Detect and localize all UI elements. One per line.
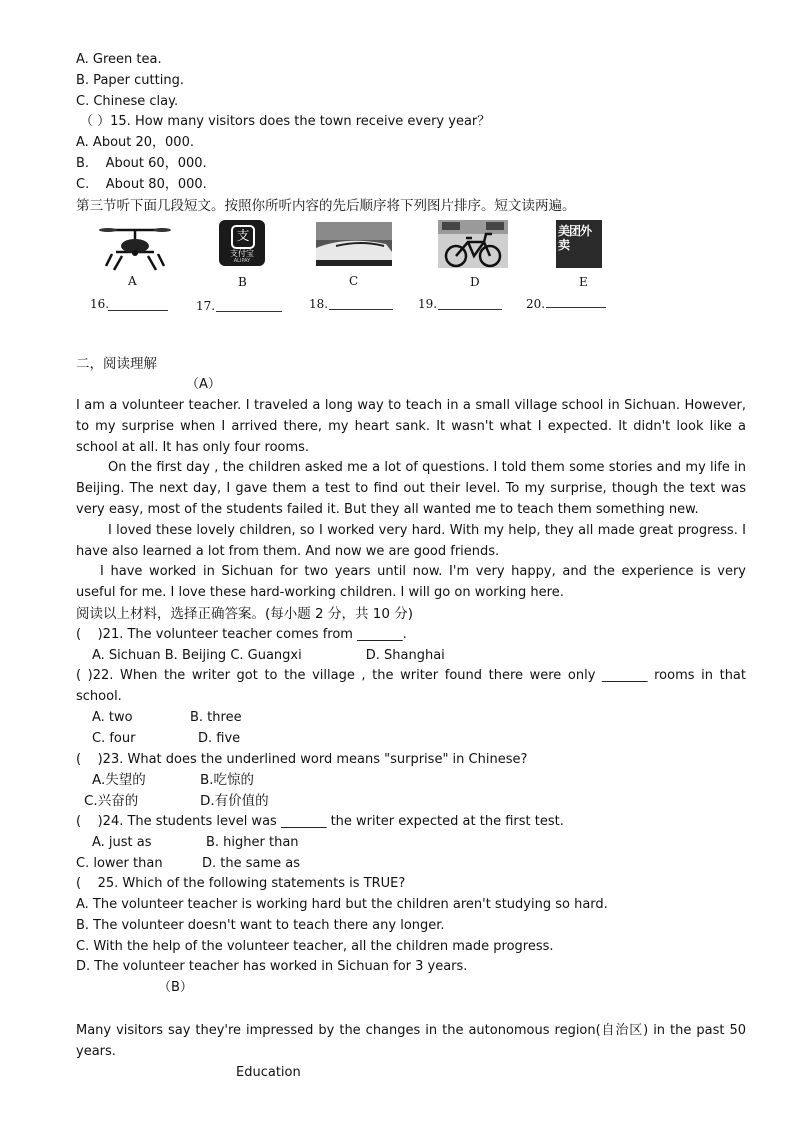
passage-b-subtitle: Education [236, 1064, 301, 1080]
q23-question: ( )23. What does the underlined word means "surprise" in Chinese? [76, 751, 528, 767]
q23-options-row-1 [76, 770, 746, 791]
q24-option-c: C. lower than [76, 855, 163, 871]
reading-section-title: 二，阅读理解 [76, 356, 157, 373]
q21-options-abc: A. Sichuan B. Beijing C. Guangxi [92, 647, 302, 663]
q23-option-a: A.失望的 [92, 772, 146, 789]
answer-number-16: 16. [90, 297, 110, 312]
q22-options-row-2 [76, 729, 746, 750]
q22-option-c: C. four [92, 730, 136, 746]
passage-a-paragraph-3: I loved these lovely children, so I worked very hard. With my help, they all made great progress. I have also learned a lot from them. And now we are good friends. [76, 522, 746, 559]
q25-option-b: B. The volunteer doesn't want to teach there any longer. [76, 917, 445, 933]
high-speed-train-icon [316, 222, 392, 266]
picture-c-label: C [349, 274, 359, 289]
q23-options-row-2 [76, 791, 746, 812]
alipay-cn-text: 支付宝 [230, 249, 254, 259]
meituan-delivery-icon [556, 220, 602, 268]
answer-blank-18[interactable] [329, 308, 393, 310]
q23-option-c: C.兴奋的 [84, 793, 139, 810]
passage-a-paragraph-4: I have worked in Sichuan for two years until now. I'm very happy, and the experience is very useful for me. I love these hard-working children. I will go on working here. [76, 564, 746, 601]
q23-option-d: D.有价值的 [200, 793, 269, 810]
alipay-en-text: ALIPAY [233, 258, 251, 265]
picture-sequence-row [76, 216, 746, 340]
q15-option-a: A. About 20，000. [76, 135, 194, 151]
q14-option-c: C. Chinese clay. [76, 93, 179, 109]
q21-option-d: D. Shanghai [365, 647, 445, 663]
q22-option-d: D. five [198, 730, 241, 746]
q14-option-b: B. Paper cutting. [76, 72, 184, 88]
q25-option-d: D. The volunteer teacher has worked in Sichuan for 3 years. [76, 959, 468, 975]
passage-a-label: （A） [186, 377, 221, 393]
answer-blank-16[interactable] [108, 309, 168, 311]
passage-a-paragraph-2: On the first day , the children asked me a lot of questions. I told them some stories and my life in Beijing. The next day, I gave them a test to find out their level. To my surprise, though the text was very easy, most of the students failed it. But they all wanted me to teach them something new. [76, 460, 746, 517]
q23-option-b: B.吃惊的 [200, 772, 255, 789]
q24-question: ( )24. The students level was _______ the writer expected at the first test. [76, 813, 564, 829]
answer-blank-19[interactable] [438, 308, 502, 310]
answer-number-17: 17. [196, 299, 216, 314]
q24-option-a: A. just as [92, 834, 152, 850]
q22-question: ( )22. When the writer got to the village , the writer found there were only _______ rooms in that school. [76, 668, 746, 705]
alipay-icon: 支 支付宝 ALIPAY [219, 220, 265, 266]
shared-bicycle-icon [438, 220, 508, 268]
drone-icon [98, 222, 172, 272]
passage-b-intro: Many visitors say they're impressed by the changes in the autonomous region(自治区) in the past 50 years. [76, 1023, 746, 1059]
meituan-text: 美团外卖 [558, 224, 592, 253]
answer-number-18: 18. [309, 297, 329, 312]
passage-b-label: （B） [158, 980, 193, 996]
exam-page [76, 50, 746, 1083]
picture-d-label: D [470, 275, 480, 290]
q15-question: （ ）15. How many visitors does the town receive every year？ [80, 114, 491, 130]
passage-a-paragraph-1: I am a volunteer teacher. I traveled a long way to teach in a small village school in Sichuan. However, to my surprise when I arrived there, my heart sank. It wasn't what I expected. It didn't look like a school at all. It has only four rooms. [76, 397, 746, 455]
picture-b-label: B [238, 275, 247, 290]
answer-number-20: 20. [526, 297, 546, 312]
q14-option-a: A. Green tea. [76, 52, 162, 67]
picture-e-label: E [579, 275, 588, 290]
q15-option-c: C. About 80，000. [76, 176, 207, 192]
q24-options-row-1 [76, 833, 746, 854]
picture-a-label: A [128, 274, 137, 289]
section3-instruction: 第三节听下面几段短文。按照你所听内容的先后顺序将下列图片排序。短文读两遍。 [76, 197, 576, 214]
answer-blank-20[interactable] [546, 306, 606, 308]
q24-option-d: D. the same as [202, 855, 301, 871]
q15-option-b: B. About 60，000. [76, 155, 207, 171]
q25-option-a: A. The volunteer teacher is working hard but the children aren't studying so hard. [76, 897, 608, 913]
q21-question: ( )21. The volunteer teacher comes from _______. [76, 626, 407, 642]
q22-option-a: A. two [92, 709, 133, 725]
answer-blank-17[interactable] [216, 310, 282, 312]
q24-option-b: B. higher than [206, 834, 299, 850]
q22-option-b: B. three [190, 709, 242, 725]
answer-number-19: 19. [418, 297, 438, 312]
q22-options-row-1 [76, 708, 746, 729]
q25-option-c: C. With the help of the volunteer teacher, all the children made progress. [76, 938, 554, 954]
q21-options [76, 646, 746, 667]
q24-options-row-2 [76, 854, 746, 875]
reading-instruction: 阅读以上材料，选择正确答案。(每小题 2 分，共 10 分) [76, 605, 413, 622]
q25-question: ( 25. Which of the following statements is TRUE? [76, 876, 406, 892]
